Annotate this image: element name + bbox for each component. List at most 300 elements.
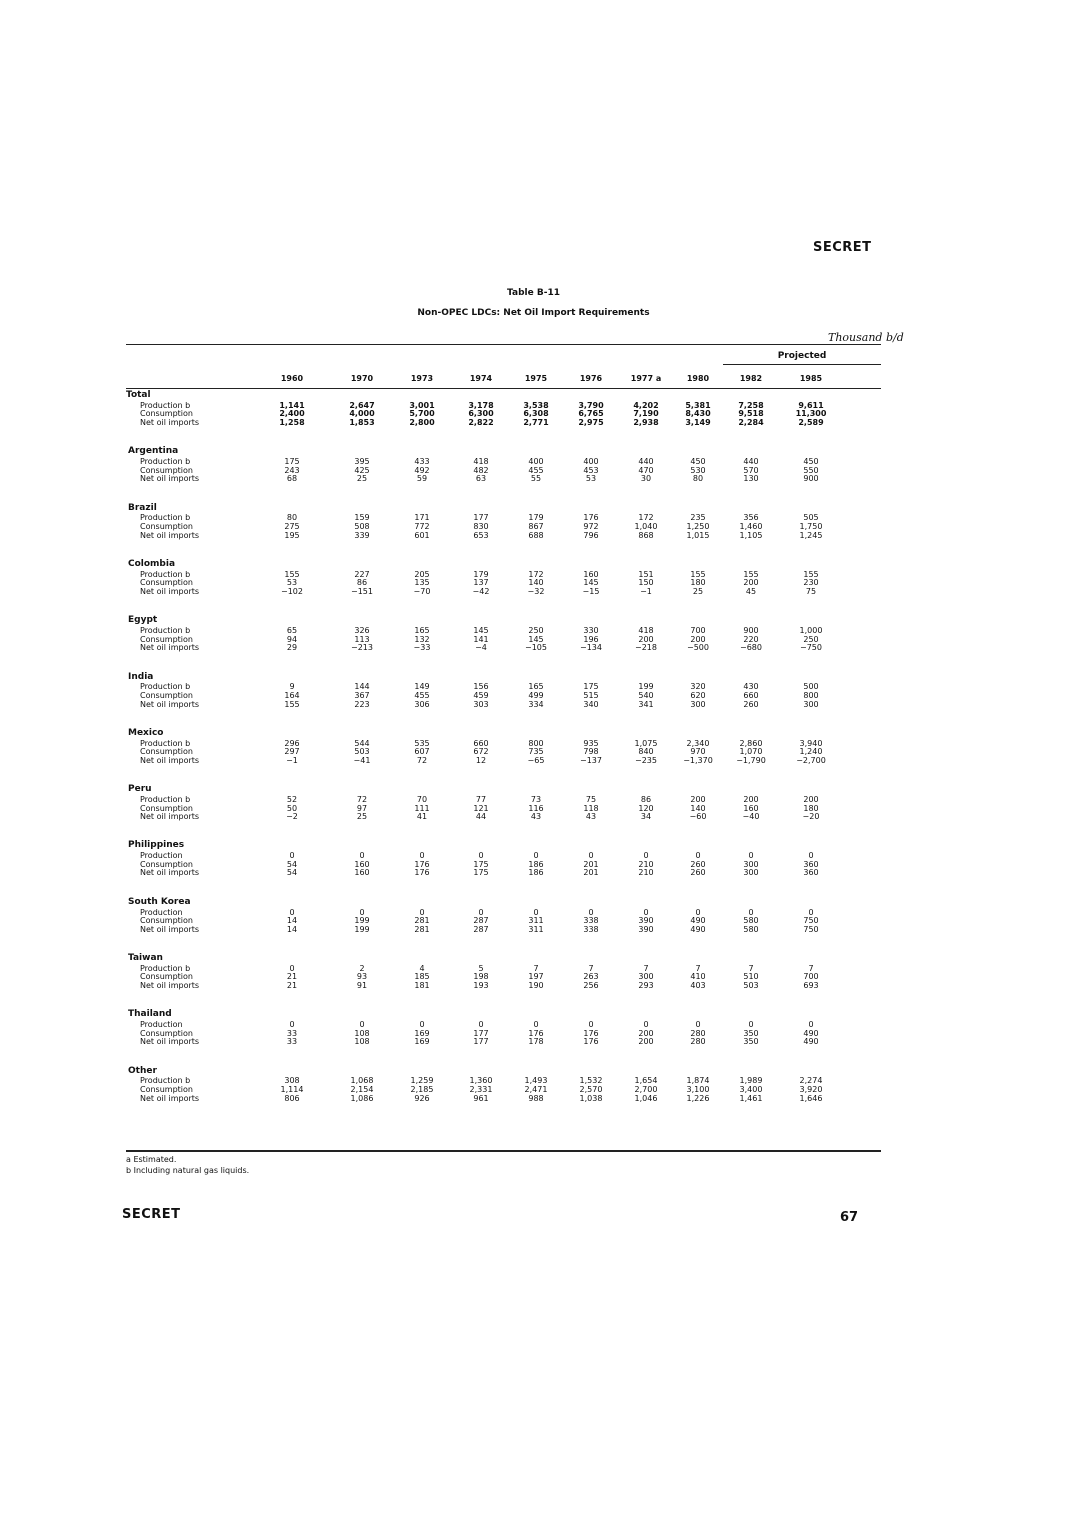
table-cell: 830 <box>473 522 489 531</box>
table-cell: 3,920 <box>799 1085 823 1094</box>
table-cell: 280 <box>690 1028 706 1038</box>
table-cell: −134 <box>580 643 602 653</box>
table-cell: 149 <box>414 682 430 692</box>
table-cell: 53 <box>585 474 597 484</box>
table-cell: 2,400 <box>279 409 305 419</box>
table-cell: 320 <box>690 682 706 692</box>
group-heading: Mexico <box>128 727 164 738</box>
table-cell: 275 <box>284 522 300 531</box>
table-cell: 450 <box>803 457 819 467</box>
column-header: 1980 <box>686 374 710 383</box>
projected-label: Projected <box>777 351 827 361</box>
table-cell: 503 <box>743 981 759 990</box>
table-cell: 6,308 <box>523 409 549 419</box>
table-cell: 0 <box>748 851 754 861</box>
table-cell: 111 <box>414 803 430 813</box>
row-label: Consumption <box>140 803 193 813</box>
row-label: Consumption <box>140 409 193 419</box>
table-cell: 45 <box>745 586 757 596</box>
table-cell: 0 <box>478 907 484 917</box>
table-cell: 145 <box>583 578 599 588</box>
table-cell: 2,284 <box>738 418 764 427</box>
table-cell: 281 <box>414 924 430 934</box>
table-cell: 2,340 <box>686 738 710 748</box>
table-cell: 80 <box>286 513 298 523</box>
table-cell: 311 <box>528 916 544 926</box>
column-header: 1973 <box>410 374 434 383</box>
table-cell: 190 <box>528 981 544 990</box>
table-cell: 196 <box>583 634 599 644</box>
table-cell: 535 <box>414 738 430 748</box>
table-cell: 1,493 <box>524 1076 548 1086</box>
table-cell: 800 <box>803 690 819 700</box>
row-label: Net oil imports <box>140 755 200 765</box>
table-cell: 145 <box>528 634 544 644</box>
table-cell: 395 <box>354 457 370 467</box>
table-cell: 544 <box>354 738 370 748</box>
column-header: 1976 <box>579 374 603 383</box>
table-cell: 155 <box>284 699 300 709</box>
table-cell: 570 <box>743 465 759 475</box>
row-label: Production b <box>140 1076 191 1086</box>
table-cell: 7 <box>533 963 539 973</box>
table-cell: 68 <box>286 474 298 484</box>
table-cell: 500 <box>803 682 819 692</box>
table-cell: 750 <box>803 916 819 926</box>
table-title: Non-OPEC LDCs: Net Oil Import Requirements <box>417 308 650 318</box>
table-cell: 367 <box>354 690 370 700</box>
table-cell: 140 <box>528 578 544 588</box>
table-cell: 7,258 <box>738 400 764 410</box>
table-cell: −680 <box>740 643 762 653</box>
table-cell: 200 <box>743 578 759 588</box>
table-cell: 176 <box>414 859 430 869</box>
column-header: 1970 <box>350 374 374 383</box>
table-cell: 3,178 <box>468 400 494 410</box>
table-cell: 961 <box>473 1093 489 1103</box>
table-cell: 1,360 <box>469 1076 493 1086</box>
table-cell: 340 <box>583 699 599 709</box>
table-cell: 130 <box>743 474 759 484</box>
table-cell: 1,250 <box>686 522 710 531</box>
group-heading: India <box>128 671 154 682</box>
row-label: Consumption <box>140 972 193 982</box>
row-label: Consumption <box>140 522 193 531</box>
row-label: Consumption <box>140 1028 193 1038</box>
table-cell: 0 <box>695 1020 701 1030</box>
row-label: Production b <box>140 682 191 692</box>
table-cell: 165 <box>528 682 544 692</box>
table-cell: 263 <box>583 972 599 982</box>
table-cell: 287 <box>473 924 489 934</box>
table-cell: 601 <box>414 530 430 540</box>
table-cell: 175 <box>473 868 489 878</box>
table-cell: 900 <box>803 474 819 484</box>
table-cell: 93 <box>356 972 368 982</box>
table-cell: 1,461 <box>739 1093 763 1103</box>
table-cell: −4 <box>475 643 487 653</box>
table-cell: 580 <box>743 924 759 934</box>
table-cell: 0 <box>643 1020 649 1030</box>
table-cell: 53 <box>286 578 298 588</box>
row-label: Net oil imports <box>140 812 200 822</box>
table-cell: 1,258 <box>279 418 305 427</box>
table-cell: 2,154 <box>350 1085 374 1094</box>
table-cell: 176 <box>583 1037 599 1047</box>
page-number: 67 <box>840 1210 859 1225</box>
table-cell: 181 <box>414 981 430 990</box>
table-cell: 499 <box>528 690 544 700</box>
table-cell: 177 <box>473 513 489 523</box>
table-cell: 3,100 <box>686 1085 710 1094</box>
table-cell: 750 <box>803 924 819 934</box>
group-heading: Brazil <box>128 502 157 513</box>
table-cell: 9,611 <box>798 400 824 410</box>
row-label: Consumption <box>140 578 193 588</box>
table-cell: −41 <box>353 755 371 765</box>
table-cell: 3,400 <box>739 1085 763 1094</box>
table-cell: 297 <box>284 747 300 757</box>
table-cell: 287 <box>473 916 489 926</box>
table-cell: 0 <box>533 851 539 861</box>
table-cell: −105 <box>525 643 547 653</box>
table-cell: 210 <box>638 868 654 878</box>
table-cell: 200 <box>638 1028 654 1038</box>
table-cell: 175 <box>583 682 599 692</box>
table-cell: 108 <box>354 1037 370 1047</box>
table-cell: −70 <box>413 586 431 596</box>
table-cell: 326 <box>354 626 370 635</box>
table-cell: 120 <box>638 803 654 813</box>
table-cell: 300 <box>743 868 759 878</box>
table-cell: 175 <box>284 457 300 467</box>
table-cell: 735 <box>528 747 544 757</box>
table-cell: 151 <box>638 569 654 579</box>
table-cell: 135 <box>414 578 430 588</box>
table-cell: −20 <box>802 812 820 822</box>
table-cell: 3,538 <box>523 400 549 410</box>
group-heading: Other <box>128 1065 157 1076</box>
table-cell: 510 <box>743 972 759 982</box>
table-cell: 223 <box>354 699 370 709</box>
table-cell: 540 <box>638 690 654 700</box>
table-cell: 0 <box>478 1020 484 1030</box>
table-cell: 530 <box>690 465 706 475</box>
table-cell: 63 <box>475 474 487 484</box>
row-label: Net oil imports <box>140 586 200 596</box>
table-cell: 0 <box>359 1020 365 1030</box>
table-cell: −60 <box>689 812 707 822</box>
table-cell: 300 <box>743 859 759 869</box>
table-cell: 176 <box>528 1028 544 1038</box>
table-cell: 2,570 <box>579 1085 603 1094</box>
table-cell: −2,700 <box>796 755 826 765</box>
table-cell: 220 <box>743 634 759 644</box>
table-cell: −213 <box>351 643 373 653</box>
table-cell: 2,185 <box>410 1085 434 1094</box>
table-cell: 6,300 <box>468 409 494 419</box>
table-cell: 1,046 <box>634 1093 658 1103</box>
table-cell: 94 <box>286 634 298 644</box>
table-cell: 0 <box>748 1020 754 1030</box>
table-cell: 176 <box>583 513 599 523</box>
table-cell: 113 <box>354 634 370 644</box>
row-label: Net oil imports <box>140 868 200 878</box>
table-cell: 9,518 <box>738 409 764 419</box>
table-cell: 4,202 <box>633 400 659 410</box>
table-cell: 200 <box>743 794 759 804</box>
row-label: Production <box>140 907 183 917</box>
column-header: 1977 a <box>630 374 662 383</box>
table-cell: 5,700 <box>409 409 435 419</box>
row-label: Net oil imports <box>140 1037 200 1047</box>
table-cell: 256 <box>583 981 599 990</box>
table-cell: 8,430 <box>685 409 711 419</box>
row-label: Production b <box>140 963 191 973</box>
table-cell: −235 <box>635 755 657 765</box>
table-cell: 2,700 <box>634 1085 658 1094</box>
group-heading: Colombia <box>128 558 176 569</box>
table-cell: 0 <box>588 907 594 917</box>
row-label: Production <box>140 851 183 861</box>
table-cell: 77 <box>475 794 487 804</box>
table-cell: 798 <box>583 747 599 757</box>
table-cell: 12 <box>475 755 487 765</box>
table-cell: 5,381 <box>685 400 711 410</box>
table-cell: 1,038 <box>579 1093 603 1103</box>
table-cell: 2,647 <box>349 400 375 410</box>
table-cell: 3,940 <box>799 738 823 748</box>
table-cell: 1,989 <box>739 1076 763 1086</box>
table-cell: 490 <box>803 1028 819 1038</box>
table-cell: 0 <box>643 851 649 861</box>
table-cell: 75 <box>585 794 597 804</box>
table-cell: 200 <box>803 794 819 804</box>
table-cell: 118 <box>583 803 599 813</box>
table-cell: 0 <box>533 1020 539 1030</box>
table-cell: 280 <box>690 1037 706 1047</box>
table-cell: 86 <box>356 578 368 588</box>
row-label: Net oil imports <box>140 418 200 427</box>
table-cell: 179 <box>473 569 489 579</box>
table-cell: 121 <box>473 803 489 813</box>
table-cell: 3,790 <box>578 400 604 410</box>
table-cell: 260 <box>743 699 759 709</box>
table-cell: 70 <box>416 794 428 804</box>
table-cell: 0 <box>533 907 539 917</box>
table-cell: 156 <box>473 682 489 692</box>
table-cell: 2,800 <box>409 418 435 427</box>
table-cell: 7 <box>808 963 814 973</box>
row-label: Production b <box>140 626 191 635</box>
table-cell: 935 <box>583 738 599 748</box>
table-cell: 179 <box>528 513 544 523</box>
row-label: Net oil imports <box>140 981 200 990</box>
table-cell: 75 <box>805 586 817 596</box>
table-cell: 43 <box>585 812 597 822</box>
table-cell: −218 <box>635 643 657 653</box>
table-cell: 0 <box>419 907 425 917</box>
table-cell: 7 <box>695 963 701 973</box>
table-cell: 2,589 <box>798 418 824 427</box>
table-cell: 137 <box>473 578 489 588</box>
group-heading: Philippines <box>128 840 185 851</box>
table-cell: 200 <box>638 1037 654 1047</box>
table-cell: 338 <box>583 916 599 926</box>
table-cell: 296 <box>284 738 300 748</box>
table-cell: 455 <box>528 465 544 475</box>
table-cell: 356 <box>743 513 759 523</box>
table-cell: 796 <box>583 530 599 540</box>
table-cell: 403 <box>690 981 706 990</box>
table-cell: 2,975 <box>578 418 604 427</box>
table-cell: 0 <box>359 907 365 917</box>
table-cell: 155 <box>803 569 819 579</box>
table-cell: 155 <box>743 569 759 579</box>
table-cell: 30 <box>640 474 652 484</box>
table-cell: 178 <box>528 1037 544 1047</box>
table-cell: 243 <box>284 465 300 475</box>
table-cell: 7 <box>748 963 754 973</box>
table-cell: 155 <box>690 569 706 579</box>
table-cell: 2,471 <box>524 1085 548 1094</box>
table-cell: −32 <box>527 586 545 596</box>
table-cell: 177 <box>473 1028 489 1038</box>
table-cell: 2,771 <box>523 418 549 427</box>
table-cell: 1,075 <box>634 738 658 748</box>
table-cell: 360 <box>803 859 819 869</box>
table-cell: 470 <box>638 465 654 475</box>
table-cell: 482 <box>473 465 489 475</box>
table-cell: 25 <box>356 474 368 484</box>
table-cell: 205 <box>414 569 430 579</box>
table-cell: 700 <box>803 972 819 982</box>
table-cell: 108 <box>354 1028 370 1038</box>
table-cell: 186 <box>528 868 544 878</box>
table-cell: 400 <box>528 457 544 467</box>
table-cell: 4,000 <box>349 409 375 419</box>
table-cell: 197 <box>528 972 544 982</box>
table-cell: 6,765 <box>578 409 604 419</box>
table-cell: 970 <box>690 747 706 757</box>
table-cell: 0 <box>289 851 295 861</box>
table-cell: 50 <box>286 803 298 813</box>
group-heading: Egypt <box>128 615 158 626</box>
table-cell: 410 <box>690 972 706 982</box>
table-cell: 186 <box>528 859 544 869</box>
table-cell: 200 <box>690 634 706 644</box>
table-cell: 52 <box>286 794 298 804</box>
row-label: Consumption <box>140 634 193 644</box>
table-cell: 0 <box>748 907 754 917</box>
table-cell: 180 <box>690 578 706 588</box>
table-cell: 230 <box>803 578 819 588</box>
table-cell: 688 <box>528 530 544 540</box>
row-label: Net oil imports <box>140 924 200 934</box>
table-cell: 840 <box>638 747 654 757</box>
table-cell: 303 <box>473 699 489 709</box>
classification-top: SECRET <box>813 240 872 255</box>
table-cell: 440 <box>638 457 654 467</box>
table-cell: −151 <box>351 586 373 596</box>
table-cell: 0 <box>419 851 425 861</box>
table-cell: 2 <box>359 963 365 973</box>
table-cell: 198 <box>473 972 489 982</box>
table-cell: 164 <box>284 690 300 700</box>
table-cell: 44 <box>475 812 487 822</box>
table-cell: 1,460 <box>739 522 763 531</box>
table-cell: −15 <box>582 586 600 596</box>
row-label: Production b <box>140 513 191 523</box>
table-cell: 1,874 <box>686 1076 710 1086</box>
table-cell: 140 <box>690 803 706 813</box>
table-cell: 0 <box>808 907 814 917</box>
table-cell: 177 <box>473 1037 489 1047</box>
table-cell: 144 <box>354 682 370 692</box>
table-cell: 0 <box>808 1020 814 1030</box>
table-cell: 0 <box>695 907 701 917</box>
table-cell: 350 <box>743 1037 759 1047</box>
row-label: Consumption <box>140 747 193 757</box>
table-cell: 72 <box>356 794 368 804</box>
table-cell: 65 <box>286 626 298 635</box>
table-cell: 55 <box>530 474 542 484</box>
table-cell: 0 <box>289 1020 295 1030</box>
table-cell: 199 <box>354 924 370 934</box>
table-cell: 73 <box>530 794 542 804</box>
table-cell: 338 <box>583 924 599 934</box>
table-cell: −2 <box>286 812 298 822</box>
row-label: Production b <box>140 569 191 579</box>
table-cell: 150 <box>638 578 654 588</box>
column-header: 1985 <box>799 374 823 383</box>
table-cell: 440 <box>743 457 759 467</box>
table-cell: 450 <box>690 457 706 467</box>
table-cell: 33 <box>286 1028 298 1038</box>
table-cell: 0 <box>289 907 295 917</box>
footnote-ngl: b Including natural gas liquids. <box>126 1166 250 1175</box>
table-cell: 972 <box>583 522 599 531</box>
column-header: 1974 <box>469 374 493 383</box>
row-label: Net oil imports <box>140 643 200 653</box>
table-cell: 5 <box>478 963 484 973</box>
table-cell: 430 <box>743 682 759 692</box>
table-cell: −102 <box>281 586 303 596</box>
table-cell: 3,001 <box>409 400 435 410</box>
table-cell: 390 <box>638 916 654 926</box>
table-cell: −500 <box>687 643 709 653</box>
table-cell: 492 <box>414 465 430 475</box>
table-cell: −1,790 <box>736 755 766 765</box>
group-heading: Peru <box>128 784 152 795</box>
top-rule <box>126 344 881 345</box>
table-cell: 0 <box>808 851 814 861</box>
table-cell: 1,259 <box>410 1076 434 1086</box>
table-cell: 390 <box>638 924 654 934</box>
table-cell: 1,015 <box>686 530 710 540</box>
table-cell: 7 <box>588 963 594 973</box>
table-cell: 453 <box>583 465 599 475</box>
row-label: Production b <box>140 457 191 467</box>
table-cell: −40 <box>742 812 760 822</box>
units-label: Thousand b/d <box>828 331 904 344</box>
table-cell: 1,070 <box>739 747 763 757</box>
table-cell: 54 <box>286 868 298 878</box>
row-label: Production <box>140 1020 183 1030</box>
table-cell: 672 <box>473 747 489 757</box>
table-cell: 165 <box>414 626 430 635</box>
classification-bottom: SECRET <box>122 1207 181 1222</box>
